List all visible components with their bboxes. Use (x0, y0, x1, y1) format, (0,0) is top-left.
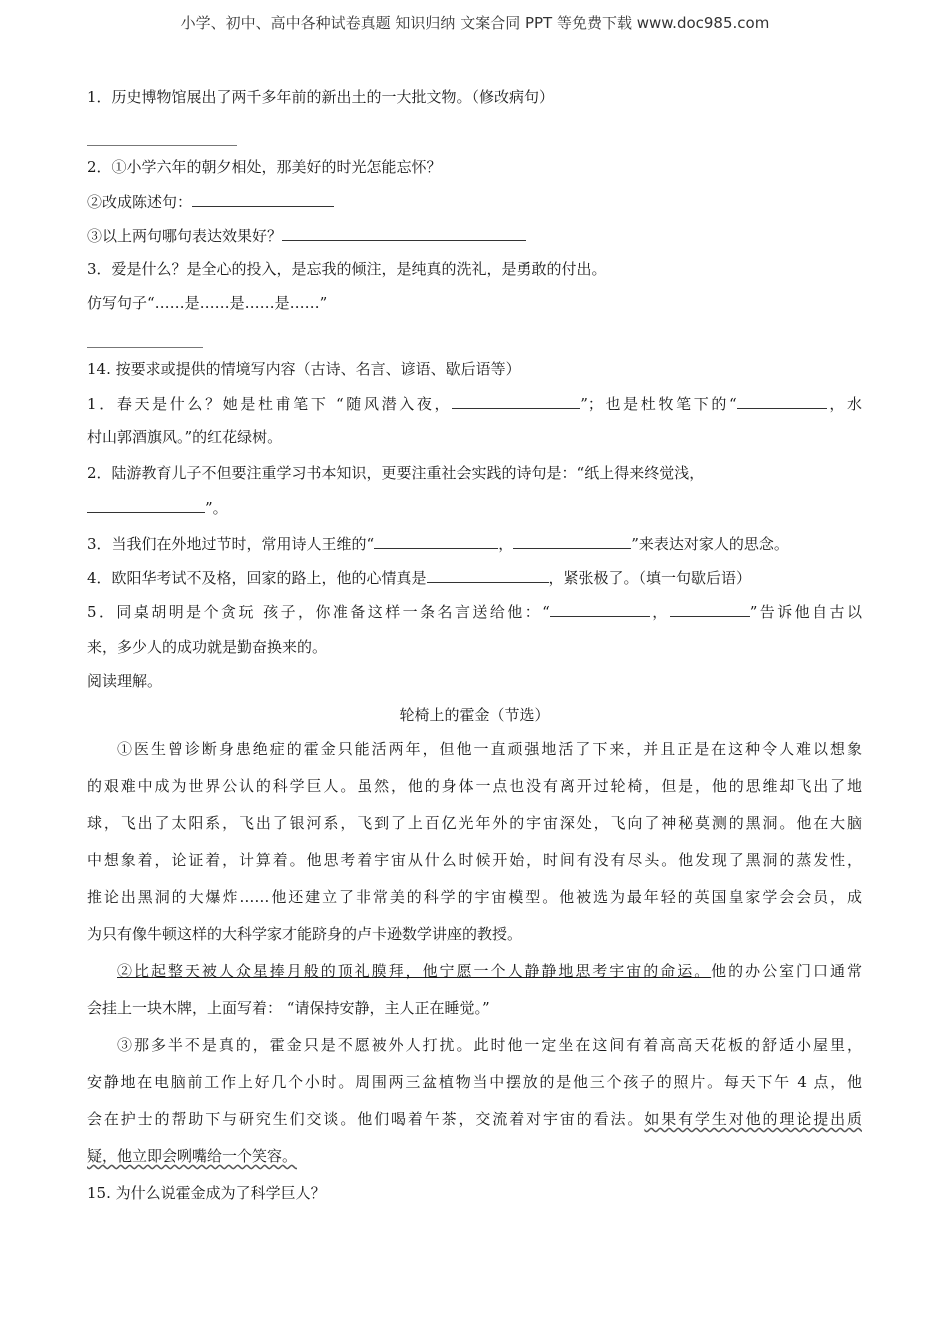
reading-label: 阅读理解。 (87, 672, 163, 690)
s14-q5-end: ”告诉他自古以 (749, 603, 862, 621)
s1-q2-label: ②改成陈述句： (87, 193, 193, 211)
s1-q3b: 仿写句子“……是……是……是……” (87, 294, 328, 312)
s14-q3-end: ”来表达对家人的思念。 (631, 535, 789, 553)
s1-q1: 1．历史博物馆展出了两千多年前的新出土的一大批文物。（修改病句） (87, 88, 555, 106)
s1-q2-blank[interactable] (192, 190, 334, 207)
s14-q3-comma: ， (498, 535, 514, 553)
wavy-sentence-cont: 疑，他立即会咧嘴给一个笑容。 (87, 1147, 298, 1165)
s14-q5-comma: ， (649, 603, 670, 621)
q15: 15. 为什么说霍金成为了科学巨人？ (87, 1184, 326, 1202)
reading-title: 轮椅上的霍金（节选） (399, 706, 550, 724)
s14-q4-end: ，紧张极了。（填一句歇后语） (548, 569, 752, 587)
s1-q2c-label: ③以上两句哪句表达效果好？ (87, 227, 283, 245)
page-header: 小学、初中、高中各种试卷真题 知识归纳 文案合同 PPT 等免费下载 www.doc985.com (180, 14, 770, 32)
underlined-sentence: ②比起整天被人众星捧月般的顶礼膜拜，他宁愿一个人静静地思考宇宙的命运。 (117, 962, 712, 980)
s14-q3-blank2[interactable] (513, 532, 631, 549)
s14-q1-blank2[interactable] (737, 392, 827, 409)
s14-q1-blank1[interactable] (452, 392, 580, 409)
s1-q3: 3．爱是什么？是全心的投入，是忘我的倾注，是纯真的洗礼，是勇敢的付出。 (87, 260, 607, 278)
s14-title: 14. 按要求或提供的情境写内容（古诗、名言、谚语、歇后语等） (87, 360, 521, 378)
s14-q5-text: 5．同桌胡明是个贪玩 孩子，你准备这样一条名言送给他：“ (87, 603, 550, 621)
paragraph-3: ③那多半不是真的，霍金只是不愿被外人打扰。此时他一定坐在这间有着高高天花板的舒适小屋里， 安静地在电脑前工作上好几个小时。周围两三盆植物当中摆放的是他三个孩子的照片。每天下午 4 点，他 会在护士的帮助下与研究生们交谈。他们喝着午茶，交流着对宇宙的看法。如果有学生对他的理论提出质 疑，他立即会咧嘴给一个笑容。 (87, 1036, 862, 1165)
s1-q2: 2．①小学六年的朝夕相处，那美好的时光怎能忘怀？ (87, 158, 442, 176)
s1-q1-answer[interactable] (87, 122, 862, 156)
s14-q1-text2: ”；也是杜牧笔下的“ (580, 395, 737, 413)
s14-q4-text: 4．欧阳华考试不及格，回家的路上，他的心情真是 (87, 569, 427, 587)
s14-q1-text: 1．春天是什么？她是杜甫笔下 “随风潜入夜， (87, 395, 453, 413)
s14-q4-blank[interactable] (427, 566, 549, 583)
s14-q5-cont: 来，多少人的成功就是勤奋换来的。 (87, 638, 328, 656)
paragraph-2: ②比起整天被人众星捧月般的顶礼膜拜，他宁愿一个人静静地思考宇宙的命运。他的办公室门口通常 会挂上一块木牌，上面写着： “请保持安静，主人正在睡觉。” (87, 962, 862, 1017)
s1-q2c-blank[interactable] (282, 224, 526, 241)
s14-q2-blank[interactable] (87, 496, 205, 513)
paragraph-1: ①医生曾诊断身患绝症的霍金只能活两年，但他一直顽强地活了下来，并且正是在这种令人难以想象 的艰难中成为世界公认的科学巨人。虽然，他的身体一点也没有离开过轮椅，但是，他的思维却飞出了地 球，飞出了太阳系，飞出了银河系，飞到了上百亿光年外的宇宙深处，飞向了神秘莫测的黑洞。他在大脑 中想象着，论证着，计算着。他思考着宇宙从什么时候开始，时间有没有尽头。他发现了黑洞的蒸发性， 推论出黑洞的大爆炸……他还建立了非常美的科学的宇宙模型。他被选为最年轻的英国皇家学会会员，成 为只有像牛顿这样的大科学家才能跻身的卢卡逊数学讲座的教授。 (87, 740, 862, 943)
s14-q1-cont: 村山郭酒旗风。”的红花绿树。 (87, 428, 283, 446)
s14-q2-end: ”。 (205, 499, 228, 517)
s1-q3-answer[interactable] (87, 324, 862, 358)
s14-q3-text: 3．当我们在外地过节时，常用诗人王维的“ (87, 535, 375, 553)
s14-q1-text3: ，水 (826, 395, 862, 413)
s14-q5-blank2[interactable] (670, 600, 750, 617)
s14-q2: 2．陆游教育儿子不但要注重学习书本知识，更要注重社会实践的诗句是：“纸上得来终觉浅， (87, 464, 705, 482)
s14-q5-blank1[interactable] (550, 600, 650, 617)
s14-q3-blank1[interactable] (374, 532, 498, 549)
wavy-sentence: 如果有学生对他的理论提出质 (644, 1110, 862, 1128)
document-body (87, 86, 862, 1216)
